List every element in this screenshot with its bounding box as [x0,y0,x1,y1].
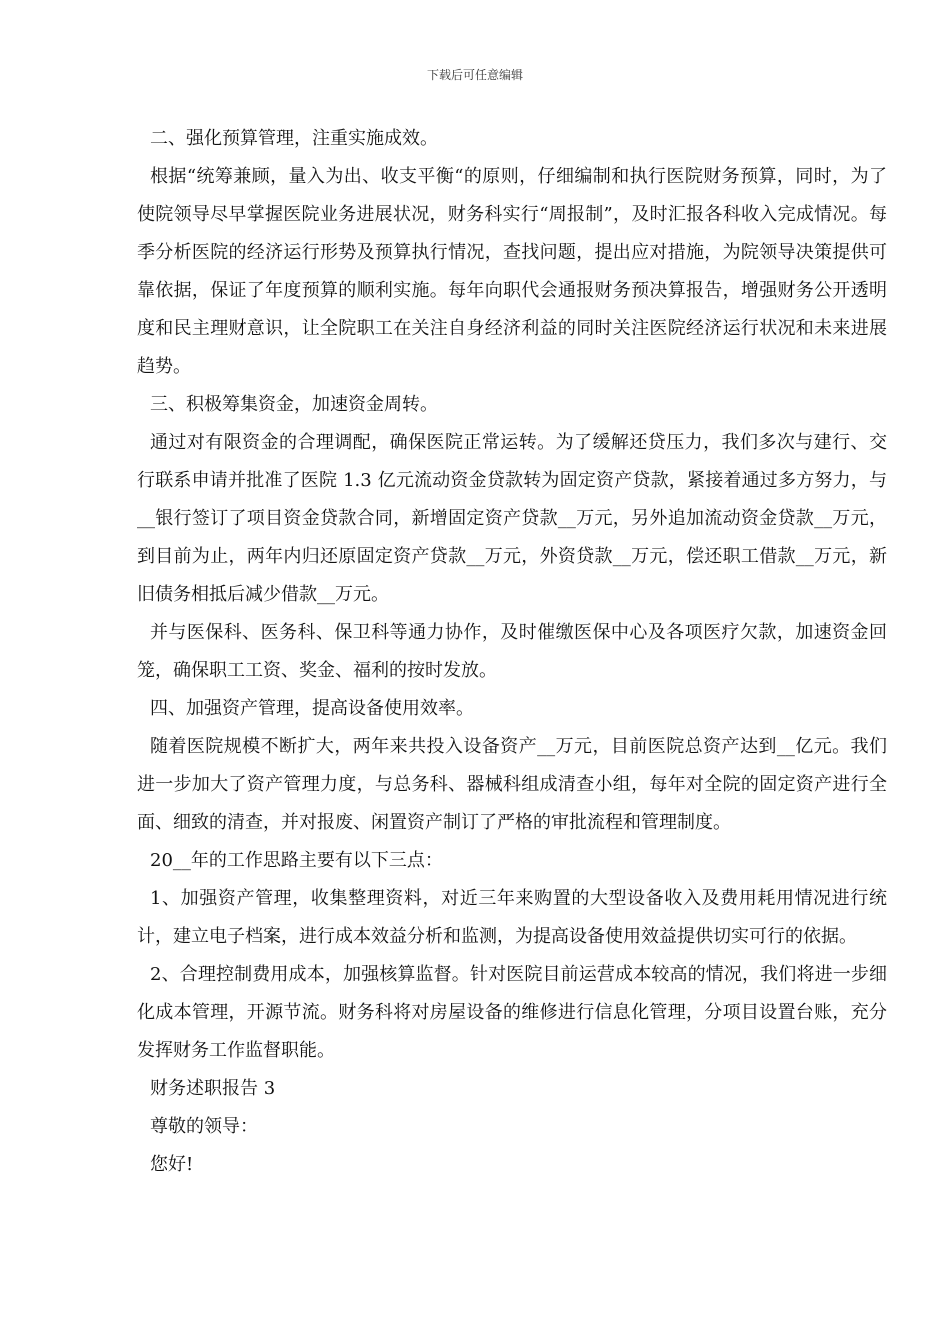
document-body [137,120,887,1184]
greeting: 您好! [150,1154,194,1175]
section-heading-budget: 二、强化预算管理，注重实施成效。 [150,128,438,149]
page-header-note: 下载后可任意编辑 [426,68,523,82]
paragraph-assets: 随着医院规模不断扩大，两年来共投入设备资产__万元，目前医院总资产达到__亿元。我们进一步加大了资产管理力度，与总务科、器械科组成清查小组，每年对全院的固定资产进行全面、细致的清查，并对报废、闲置资产制订了严格的审批流程和管理制度。 [137,736,887,833]
paragraph-plan-item-2: 2、合理控制费用成本，加强核算监督。针对医院目前运营成本较高的情况，我们将进一步细化成本管理，开源节流。财务科将对房屋设备的维修进行信息化管理，分项目设置台账，充分发挥财务工作监督职能。 [137,964,887,1061]
section-heading-plan: 20__年的工作思路主要有以下三点： [150,850,443,871]
paragraph-budget: 根据“统筹兼顾，量入为出、收支平衡“的原则，仔细编制和执行医院财务预算，同时，为了使院领导尽早掌握医院业务进展状况，财务科实行“周报制”，及时汇报各科收入完成情况。每季分析医院的经济运行形势及预算执行情况，查找问题，提出应对措施，为院领导决策提供可靠依据，保证了年度预算的顺利实施。每年向职代会通报财务预决算报告，增强财务公开透明度和民主理财意识，让全院职工在关注自身经济利益的同时关注医院经济运行状况和未来进展趋势。 [137,166,887,377]
section-heading-funds: 三、积极筹集资金，加速资金周转。 [150,394,438,415]
section-heading-assets: 四、加强资产管理，提高设备使用效率。 [150,698,474,719]
paragraph-funds: 通过对有限资金的合理调配，确保医院正常运转。为了缓解还贷压力，我们多次与建行、交行联系申请并批准了医院 1.3 亿元流动资金贷款转为固定资产贷款，紧接着通过多方努力，与__银行签订了项目资金贷款合同，新增固定资产贷款__万元，另外追加流动资金贷款__万元，到目前为止，两年内归还原固定资产贷款__万元，外资贷款__万元，偿还职工借款__万元，新旧债务相抵后减少借款__万元。 [137,432,887,605]
paragraph-collection: 并与医保科、医务科、保卫科等通力协作，及时催缴医保中心及各项医疗欠款，加速资金回笼，确保职工工资、奖金、福利的按时发放。 [137,622,887,681]
paragraph-plan-item-1: 1、加强资产管理，收集整理资料，对近三年来购置的大型设备收入及费用耗用情况进行统计，建立电子档案，进行成本效益分析和监测，为提高设备使用效益提供切实可行的依据。 [137,888,887,947]
report-title: 财务述职报告 3 [150,1078,276,1099]
salutation: 尊敬的领导： [150,1116,258,1137]
